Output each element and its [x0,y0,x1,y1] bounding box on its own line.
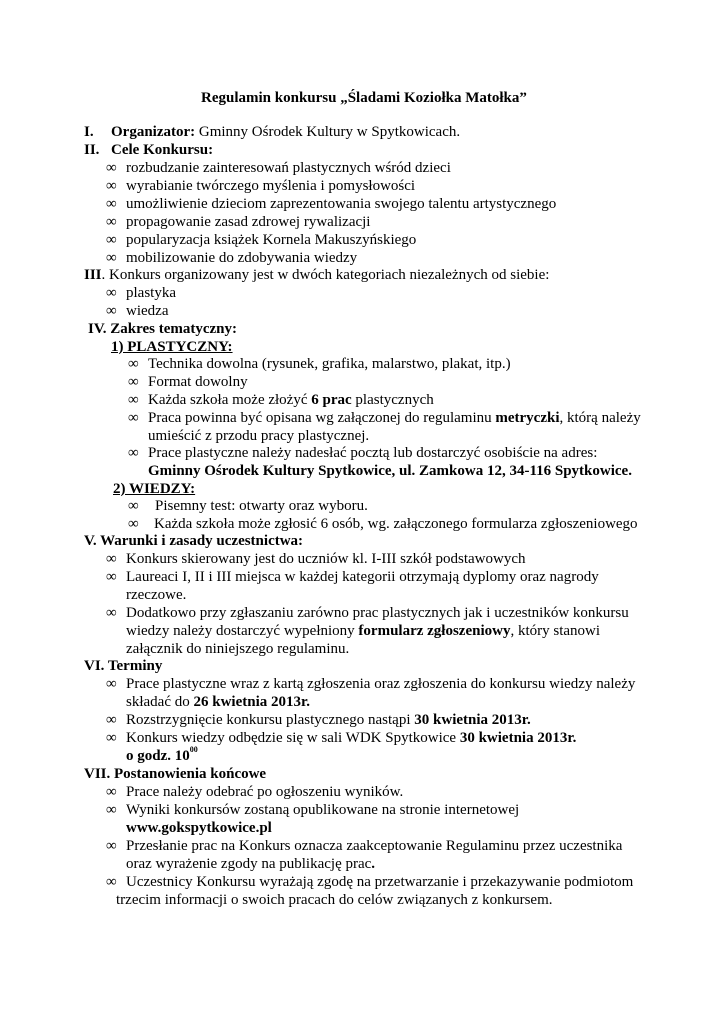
list-item: ∞ Technika dowolna (rysunek, grafika, malarstwo, plakat, itp.) [128,356,511,372]
infinity-bullet-icon: ∞ [106,676,117,692]
section-2-heading [84,141,213,159]
infinity-bullet-icon: ∞ [128,498,139,514]
list-item: ∞ Pisemny test: otwarty oraz wyboru. [128,498,368,514]
list-item: ∞ propagowanie zasad zdrowej rywalizacji [106,214,371,230]
section-3-number: III [84,267,102,283]
list-item: ∞ Format dowolny [128,374,248,390]
subsection-plastyczny: 1) PLASTYCZNY: [111,339,233,355]
section-5-heading: V. Warunki i zasady uczestnictwa: [84,533,304,549]
infinity-bullet-icon: ∞ [106,784,117,800]
infinity-bullet-icon: ∞ [106,232,117,248]
infinity-bullet-icon: ∞ [106,551,117,567]
list-item: ∞ Wyniki konkursów zostaną opublikowane na stronie internetowej [106,802,520,818]
list-item-continuation: umieścić z przodu pracy plastycznej. [148,428,370,444]
document-title: Regulamin konkursu „Śladami Koziołka Matołka” [201,90,527,106]
infinity-bullet-icon: ∞ [128,516,139,532]
section-2-label: Cele Konkursu: [111,142,214,158]
infinity-bullet-icon: ∞ [128,445,139,461]
section-1-number: I. [84,124,94,140]
list-item: ∞ Konkurs skierowany jest do uczniów kl. I-III szkół podstawowych [106,551,526,567]
subsection-wiedzy: 2) WIEDZY: [113,481,196,497]
infinity-bullet-icon: ∞ [106,605,117,621]
list-item: ∞ popularyzacja książek Kornela Makuszyńskiego [106,232,417,248]
infinity-bullet-icon: ∞ [106,250,117,266]
infinity-bullet-icon: ∞ [106,874,117,890]
list-item: ∞ Praca powinna być opisana wg załączonej do regulaminu metryczki, którą należy [128,410,641,426]
list-item-continuation: wiedzy należy dostarczyć wypełniony formularz zgłoszeniowy, który stanowi [126,623,601,639]
list-item: ∞ plastyka [106,285,176,301]
section-1-label: Organizator: [111,124,196,140]
infinity-bullet-icon: ∞ [106,712,117,728]
list-item: ∞ rozbudzanie zainteresowań plastycznych wśród dzieci [106,160,451,176]
infinity-bullet-icon: ∞ [106,802,117,818]
list-item: ∞ Przesłanie prac na Konkurs oznacza zaakceptowanie Regulaminu przez uczestnika [106,838,623,854]
infinity-bullet-icon: ∞ [106,196,117,212]
list-item: ∞ Każda szkoła może złożyć 6 prac plastycznych [128,392,434,408]
infinity-bullet-icon: ∞ [106,569,117,585]
section-1 [84,123,460,141]
address: Gminny Ośrodek Kultury Spytkowice, ul. Zamkowa 12, 34-116 Spytkowice. [148,463,632,479]
list-item-continuation: załącznik do niniejszego regulaminu. [126,641,350,657]
section-7-heading: VII. Postanowienia końcowe [84,766,267,782]
website-link[interactable]: www.gokspytkowice.pl [126,820,272,836]
list-item: ∞ Konkurs wiedzy odbędzie się w sali WDK Spytkowice 30 kwietnia 2013r. [106,730,577,746]
list-item: ∞ Uczestnicy Konkursu wyrażają zgodę na przetwarzanie i przekazywanie podmiotom [106,874,634,890]
infinity-bullet-icon: ∞ [128,356,139,372]
list-item: ∞ Dodatkowo przy zgłaszaniu zarówno prac plastycznych jak i uczestników konkursu [106,605,629,621]
infinity-bullet-icon: ∞ [128,392,139,408]
list-item: ∞ Każda szkoła może zgłosić 6 osób, wg. załączonego formularza zgłoszeniowego [128,516,638,532]
section-2-number: II. [84,142,100,158]
list-item-continuation: rzeczowe. [126,587,187,603]
list-item: ∞ wyrabianie twórczego myślenia i pomysłowości [106,178,416,194]
list-item: ∞ umożliwienie dzieciom zaprezentowania swojego talentu artystycznego [106,196,557,212]
list-item: ∞ Prace plastyczne należy nadesłać pocztą lub dostarczyć osobiście na adres: [128,445,598,461]
list-item: ∞ wiedza [106,303,169,319]
infinity-bullet-icon: ∞ [128,374,139,390]
list-item-continuation: trzecim informacji o swoich pracach do celów związanych z konkursem. [116,892,553,908]
list-item-continuation: o godz. $10^{00}$ [126,745,198,764]
list-item: ∞ Rozstrzygnięcie konkursu plastycznego nastąpi 30 kwietnia 2013r. [106,712,531,728]
infinity-bullet-icon: ∞ [106,285,117,301]
infinity-bullet-icon: ∞ [106,214,117,230]
list-item: ∞ Prace plastyczne wraz z kartą zgłoszenia oraz zgłoszenia do konkursu wiedzy należy [106,676,636,692]
infinity-bullet-icon: ∞ [106,178,117,194]
infinity-bullet-icon: ∞ [128,410,139,426]
section-4-heading: IV. Zakres tematyczny: [88,321,238,337]
section-1-text: Gminny Ośrodek Kultury w Spytkowicach. [195,124,461,140]
infinity-bullet-icon: ∞ [106,838,117,854]
section-3 [84,266,549,284]
infinity-bullet-icon: ∞ [106,303,117,319]
section-6-heading: VI. Terminy [84,658,163,674]
infinity-bullet-icon: ∞ [106,160,117,176]
section-3-text: . Konkurs organizowany jest w dwóch kategoriach niezależnych od siebie: [101,267,550,283]
list-item: ∞ Laureaci I, II i III miejsca w każdej kategorii otrzymają dyplomy oraz nagrody [106,569,599,585]
list-item-continuation: oraz wyrażenie zgody na publikację prac. [126,856,376,872]
list-item-continuation: składać do 26 kwietnia 2013r. [126,694,311,710]
list-item: ∞ Prace należy odebrać po ogłoszeniu wyników. [106,784,404,800]
list-item: ∞ mobilizowanie do zdobywania wiedzy [106,250,358,266]
infinity-bullet-icon: ∞ [106,730,117,746]
